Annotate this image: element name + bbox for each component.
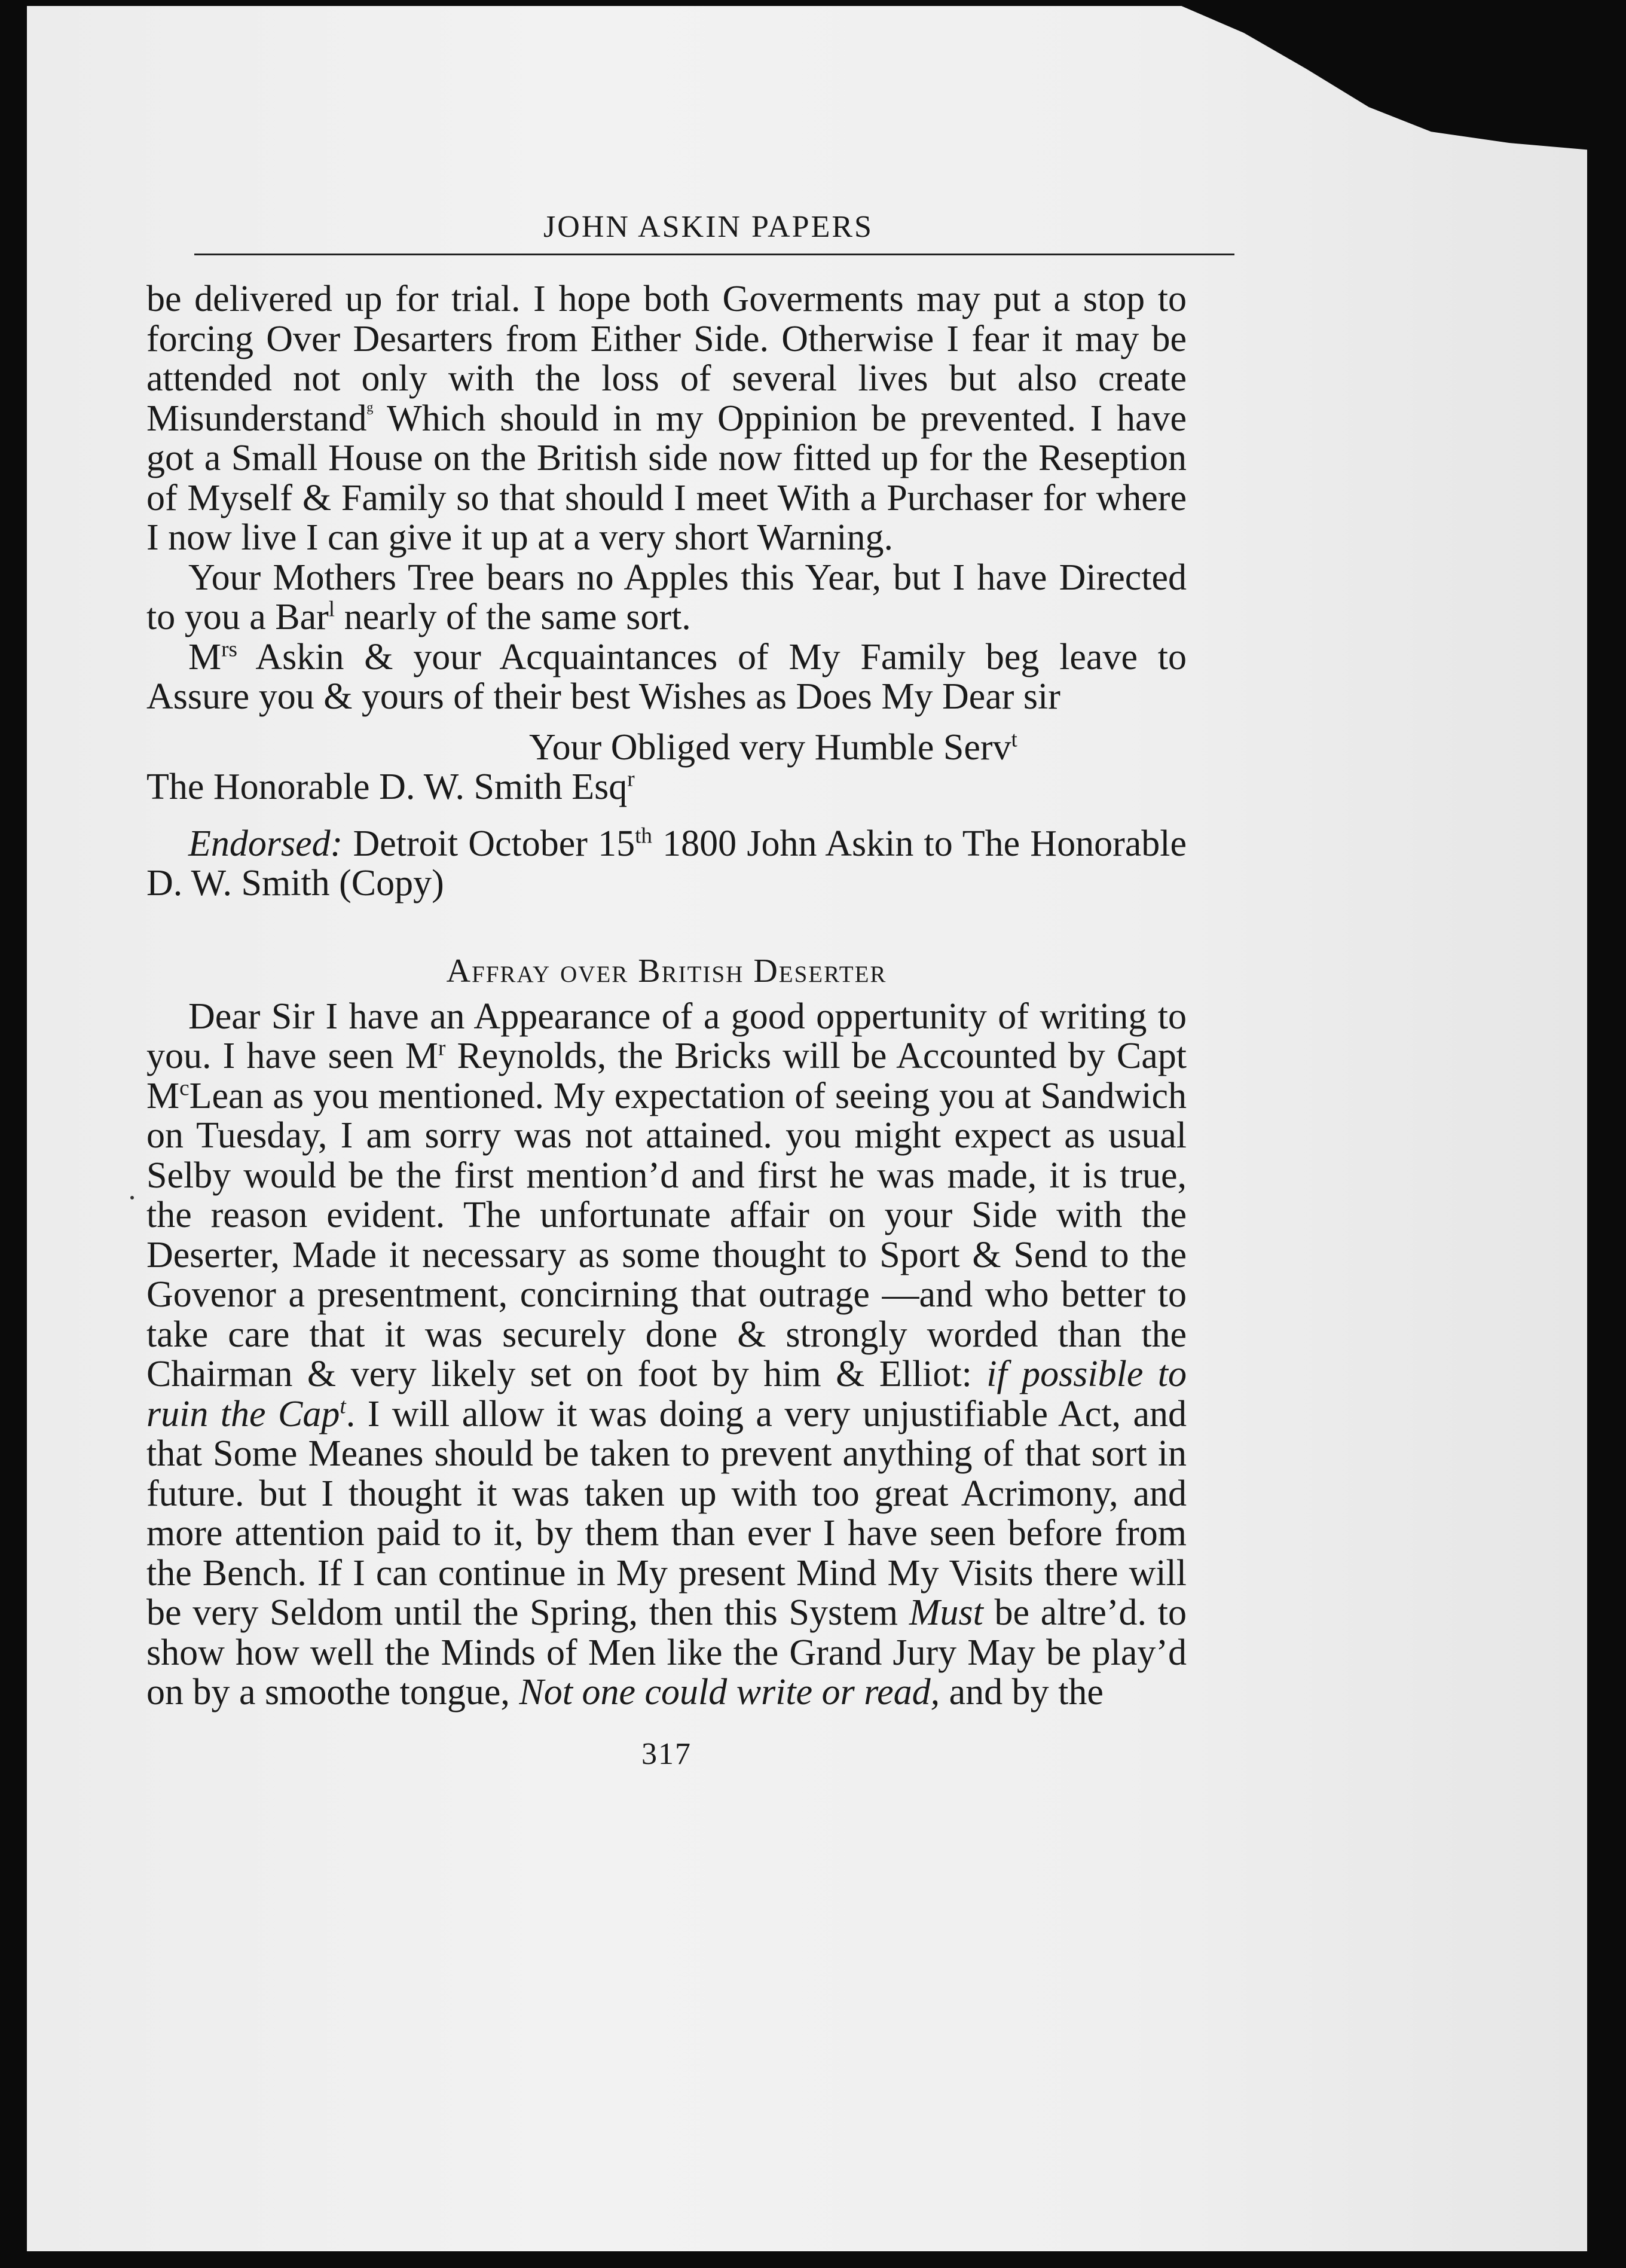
second-letter-text-6: and by the bbox=[940, 1672, 1104, 1713]
second-letter-text-2: Reynolds, the Bricks will be Accounted by Capt M bbox=[146, 1036, 1187, 1116]
letter-text-part-1: be delivered up for trial. I hope both Goverments may put a stop to forcing Over Desarters from Either Side. Otherwise I fear it may be attended not only with the loss of several lives but also create Misunderstand bbox=[146, 279, 1187, 439]
second-letter-text-4: . I will allow it was doing a very unjustifiable Act, and that Some Meanes should be taken to prevent anything of that sort in future. but I thought it was taken up with too great Acrimony, and more attention paid to it, by them than ever I have seen before from the Bench. If I can continue in My present Mind My Visits there will be very Seldom until the Spring, then this System bbox=[146, 1393, 1187, 1633]
endorsement-text: Detroit October 15 bbox=[343, 823, 635, 864]
endorsement-label: Endorsed: bbox=[188, 823, 343, 864]
endorsement-text-end: 1800 John Askin to The Honorable D. W. Smith (Copy) bbox=[146, 823, 1187, 903]
second-letter-paragraph bbox=[146, 997, 1187, 1713]
closing-superscript: t bbox=[1011, 727, 1017, 752]
second-letter-italic-3: Not one could write or read, bbox=[519, 1672, 940, 1713]
endorsement-paragraph bbox=[146, 824, 1187, 903]
ink-speck bbox=[130, 1196, 134, 1199]
addressee-text: The Honorable D. W. Smith Esq bbox=[146, 767, 628, 807]
second-letter-sup-3: t bbox=[340, 1393, 346, 1418]
running-head: JOHN ASKIN PAPERS bbox=[543, 210, 873, 244]
text-block bbox=[146, 209, 1187, 1772]
letter-superscript: ᵍ bbox=[366, 398, 374, 423]
second-letter-text-5: be altre’d. to show how well the Minds of Men like the Grand Jury May be play’d on by a smoothe tongue, bbox=[146, 1592, 1187, 1713]
second-letter-italic-1: if possible to ruin the Cap bbox=[146, 1354, 1187, 1434]
header-rule bbox=[194, 254, 1234, 255]
closing-line bbox=[146, 728, 1187, 768]
endorsement-superscript: th bbox=[635, 823, 653, 848]
page-number: 317 bbox=[641, 1736, 692, 1771]
second-letter-text-1: Dear Sir I have an Appearance of a good oppertunity of writing to you. I have seen M bbox=[146, 996, 1187, 1076]
second-letter-sup-1: r bbox=[438, 1036, 446, 1061]
apples-text: Your Mothers Tree bears no Apples this Year, but I have Directed to you a Bar bbox=[146, 557, 1187, 637]
family-paragraph bbox=[146, 637, 1187, 717]
apples-paragraph bbox=[146, 558, 1187, 637]
second-letter-italic-2: Must bbox=[909, 1592, 983, 1633]
second-letter-sup-2: c bbox=[179, 1075, 190, 1100]
second-letter-text-3: Lean as you mentioned. My expectation of seeing you at Sandwich on Tuesday, I am sorry was not attained. you might expect as usual Selby would be the first mention’d and first he was made, it is true, the reason evident. The unfortunate affair on your Side with the Deserter, Made it necessary as some thought to Sport & Send to the Govenor a presentment, concirning that outrage —and who better to take care that it was securely done & strongly worded than the Chairman & very likely set on foot by him & Elliot: bbox=[146, 1075, 1187, 1394]
addressee-superscript: r bbox=[627, 767, 635, 792]
letter-text-part-2: Which should in my Oppinion be prevented. I have got a Small House on the British side now fitted up for the Reseption of Myself & Family so that should I meet With a Purchaser for where I now live I can give it up at a very short Warning. bbox=[146, 398, 1187, 558]
section-heading: Affray over British Deserter bbox=[446, 952, 887, 990]
apples-superscript: l bbox=[328, 597, 335, 622]
apples-text-end: nearly of the same sort. bbox=[335, 597, 691, 637]
family-text-start: M bbox=[188, 636, 222, 677]
letter-continuation-paragraph bbox=[146, 279, 1187, 558]
closing-text: Your Obliged very Humble Serv bbox=[529, 727, 1011, 768]
family-superscript: rs bbox=[221, 636, 237, 661]
addressee-line bbox=[146, 767, 1187, 807]
family-text: Askin & your Acquaintances of My Family beg leave to Assure you & yours of their best Wishes as Does My Dear sir bbox=[146, 636, 1187, 717]
